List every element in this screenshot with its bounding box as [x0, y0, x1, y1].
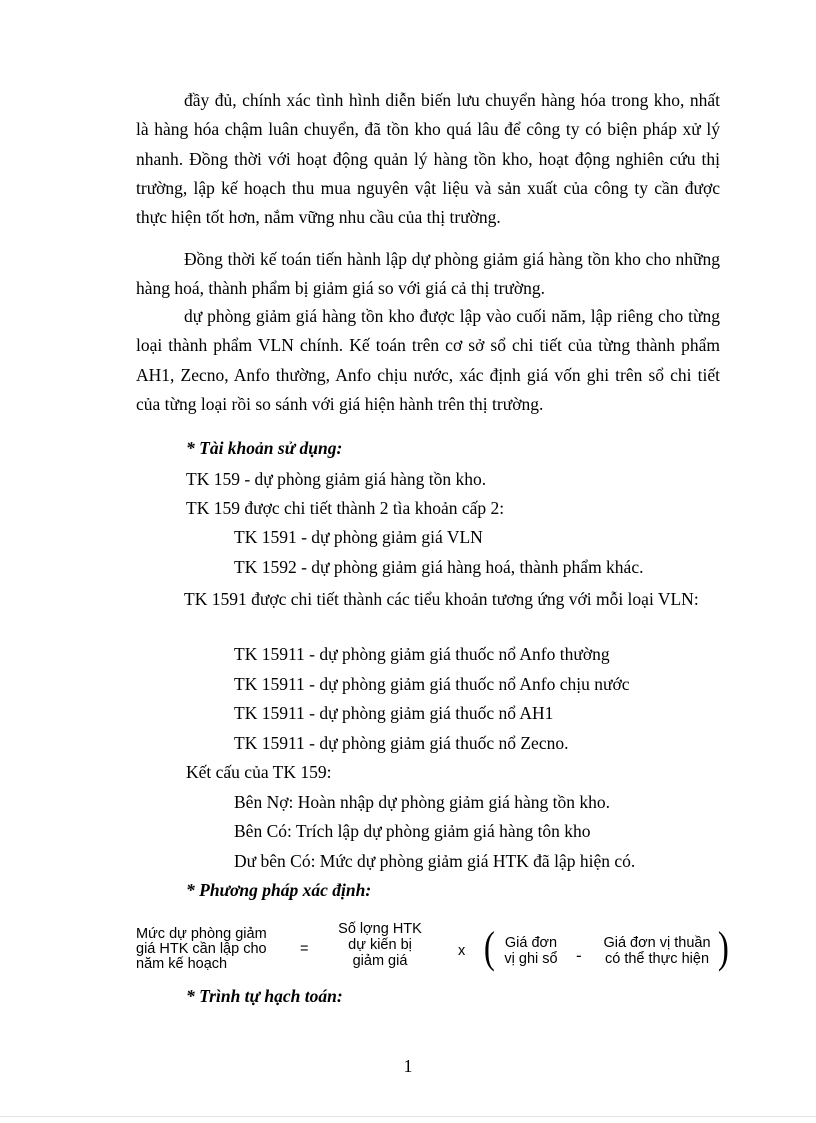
- sub-account-ah1: TK 15911 - dự phòng giảm giá thuốc nổ AH1: [234, 703, 554, 723]
- formula-equals-sign: =: [300, 941, 309, 957]
- account-tk1591-detail: TK 1591 được chi tiết thành các tiểu khoản tương ứng với mỗi loại VLN:: [184, 589, 699, 609]
- paragraph-inventory-management: đầy đủ, chính xác tình hình diễn biến lưu chuyển hàng hóa trong kho, nhất là hàng hóa chậm luân chuyển, đã tồn kho quá lâu để công ty có biện pháp xử lý nhanh. Đồng thời với hoạt động quản lý hàng tồn kho, hoạt động nghiên cứu thị trường, lập kế hoạch thu mua nguyên vật liệu và sản xuất của công ty cần được thực hiện tốt hơn, nắm vững nhu cầu của thị trường.: [136, 90, 720, 228]
- sub-account-anfo-regular: TK 15911 - dự phòng giảm giá thuốc nổ Anfo thường: [234, 644, 610, 664]
- formula-net-price-line-2: có thể thực hiện: [604, 951, 710, 967]
- structure-title: Kết cấu của TK 159:: [186, 762, 332, 782]
- heading-accounts-used: * Tài khoản sử dụng:: [186, 438, 343, 458]
- heading-method: * Phương pháp xác định:: [186, 880, 372, 900]
- formula-close-paren: ): [717, 923, 729, 972]
- formula-times-sign: x: [458, 943, 466, 959]
- sub-account-anfo-waterproof: TK 15911 - dự phòng giảm giá thuốc nổ Anfo chịu nước: [234, 674, 630, 694]
- formula-qty-line-2: dự kiến bị: [348, 937, 412, 953]
- paragraph-provision-method: dự phòng giảm giá hàng tồn kho được lập vào cuối năm, lập riêng cho từng loại thành phẩm VLN chính. Kế toán trên cơ sở sổ chi tiết của từng thành phẩm AH1, Zecno, Anfo thường, Anfo chịu nước, xác định giá vốn ghi trên sổ chi tiết của từng loại rồi so sánh với giá hiện hành trên thị trường.: [136, 306, 720, 414]
- structure-debit: Bên Nợ: Hoàn nhập dự phòng giảm giá hàng tồn kho.: [234, 792, 610, 812]
- structure-balance: Dư bên Có: Mức dự phòng giảm giá HTK đã lập hiện có.: [234, 851, 636, 871]
- formula-qty-line-3: giảm giá: [352, 953, 408, 969]
- formula-book-price-line-1: Giá đơn: [504, 935, 558, 951]
- account-tk1592: TK 1592 - dự phòng giảm giá hàng hoá, thành phẩm khác.: [234, 557, 644, 577]
- formula-open-paren: (: [483, 923, 495, 972]
- structure-credit: Bên Có: Trích lập dự phòng giảm giá hàng tôn kho: [234, 821, 591, 841]
- paragraph-provision-intro: Đồng thời kế toán tiến hành lập dự phòng giảm giá hàng tồn kho cho những hàng hoá, thành phẩm bị giảm giá so với giá cả thị trường.: [136, 249, 720, 299]
- formula-lhs-line-2: giá HTK cần lập cho: [136, 941, 267, 957]
- page-bottom-divider: [0, 1116, 816, 1117]
- account-tk159: TK 159 - dự phòng giảm giá hàng tồn kho.: [186, 469, 487, 489]
- account-tk159-detail: TK 159 được chi tiết thành 2 tìa khoản cấp 2:: [186, 498, 505, 518]
- heading-procedure: * Trình tự hạch toán:: [186, 986, 343, 1006]
- formula-net-price-line-1: Giá đơn vị thuần: [603, 935, 711, 951]
- account-tk1591: TK 1591 - dự phòng giảm giá VLN: [234, 527, 483, 547]
- formula-lhs-line-1: Mức dự phòng giảm: [136, 926, 267, 942]
- sub-account-zecno: TK 15911 - dự phòng giảm giá thuốc nổ Zecno.: [234, 733, 569, 753]
- formula-minus-sign: -: [576, 946, 582, 965]
- formula-lhs-line-3: năm kế hoạch: [136, 956, 228, 972]
- formula-book-price-line-2: vị ghi sổ: [504, 951, 558, 967]
- page-number: 1: [403, 1056, 413, 1076]
- formula-qty-line-1: Số lợng HTK: [338, 921, 422, 937]
